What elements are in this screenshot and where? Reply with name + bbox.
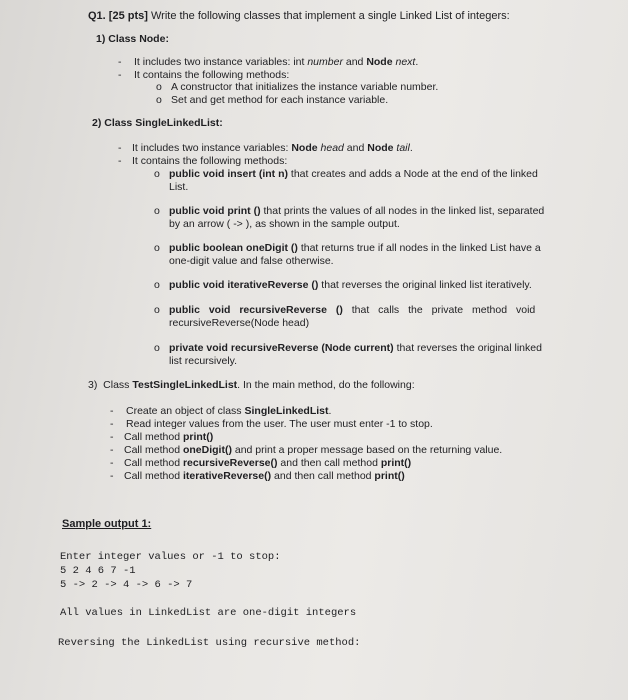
dash-bullet: - bbox=[110, 431, 114, 443]
circle-bullet: o bbox=[154, 342, 160, 354]
sample-line: 5 2 4 6 7 -1 bbox=[60, 565, 136, 577]
circle-bullet: o bbox=[154, 205, 160, 217]
method-iterativereverse: public void iterativeReverse () that reverses the original linked list iteratively. bbox=[169, 279, 532, 291]
s3-item1: Create an object of class SingleLinkedList. bbox=[126, 405, 332, 417]
method-print: public void print () that prints the values of all nodes in the linked list, separated bbox=[169, 205, 545, 217]
s1-item2: It contains the following methods: bbox=[134, 69, 290, 81]
sample-line: Reversing the LinkedList using recursive method: bbox=[58, 637, 361, 649]
method-insert-cont: List. bbox=[169, 181, 189, 193]
section3-heading: 3) Class TestSingleLinkedList. In the main method, do the following: bbox=[88, 379, 415, 391]
sample-line: All values in LinkedList are one-digit integers bbox=[60, 607, 357, 619]
dash-bullet: - bbox=[118, 142, 122, 154]
method-onedigit: public boolean oneDigit () that returns true if all nodes in the linked List have a bbox=[169, 242, 541, 254]
dash-bullet: - bbox=[110, 457, 114, 469]
question-header bbox=[88, 10, 510, 23]
method-print-cont: by an arrow ( -> ), as shown in the sample output. bbox=[169, 218, 400, 230]
dash-bullet: - bbox=[118, 56, 122, 68]
s3-item3: Call method print() bbox=[124, 431, 214, 443]
section2-heading: 2) Class SingleLinkedList: bbox=[92, 117, 223, 129]
dash-bullet: - bbox=[118, 155, 122, 167]
circle-bullet: o bbox=[154, 304, 160, 316]
question-number: Q1. bbox=[88, 10, 106, 22]
dash-bullet: - bbox=[110, 470, 114, 482]
sample-line: Enter integer values or -1 to stop: bbox=[60, 551, 281, 563]
dash-bullet: - bbox=[118, 69, 122, 81]
circle-bullet: o bbox=[156, 94, 162, 106]
method-recursivereverse: public void recursiveReverse () that calls the private method void bbox=[169, 304, 536, 316]
dash-bullet: - bbox=[110, 405, 114, 417]
circle-bullet: o bbox=[156, 81, 162, 93]
circle-bullet: o bbox=[154, 168, 160, 180]
s2-item2: It contains the following methods: bbox=[132, 155, 288, 167]
s3-item6: Call method iterativeReverse() and then call method print() bbox=[124, 470, 405, 482]
s3-item2: Read integer values from the user. The user must enter -1 to stop. bbox=[126, 418, 433, 430]
section1-heading: 1) Class Node: bbox=[96, 33, 169, 45]
question-intro: Write the following classes that implement a single Linked List of integers: bbox=[150, 10, 510, 22]
method-insert: public void insert (int n) that creates and adds a Node at the end of the linked bbox=[169, 168, 538, 180]
dash-bullet: - bbox=[110, 444, 114, 456]
circle-bullet: o bbox=[154, 242, 160, 254]
sample-line: 5 -> 2 -> 4 -> 6 -> 7 bbox=[60, 579, 193, 591]
s1-sub1: A constructor that initializes the instance variable number. bbox=[171, 81, 439, 93]
s1-sub2: Set and get method for each instance variable. bbox=[171, 94, 389, 106]
method-private-recursive: private void recursiveReverse (Node current) that reverses the original linked bbox=[169, 342, 542, 354]
s1-item1: It includes two instance variables: int number and Node next. bbox=[134, 56, 419, 68]
dash-bullet: - bbox=[110, 418, 114, 430]
method-private-recursive-cont: list recursively. bbox=[169, 355, 238, 367]
s3-item5: Call method recursiveReverse() and then call method print() bbox=[124, 457, 412, 469]
method-onedigit-cont: one-digit value and false otherwise. bbox=[169, 255, 334, 267]
circle-bullet: o bbox=[154, 279, 160, 291]
s2-item1: It includes two instance variables: Node head and Node tail. bbox=[132, 142, 413, 154]
s3-item4: Call method oneDigit() and print a proper message based on the returning value. bbox=[124, 444, 503, 456]
sample-output-title: Sample output 1: bbox=[62, 518, 152, 530]
question-points: [25 pts] bbox=[108, 10, 148, 22]
method-recursivereverse-cont: recursiveReverse(Node head) bbox=[169, 317, 310, 329]
